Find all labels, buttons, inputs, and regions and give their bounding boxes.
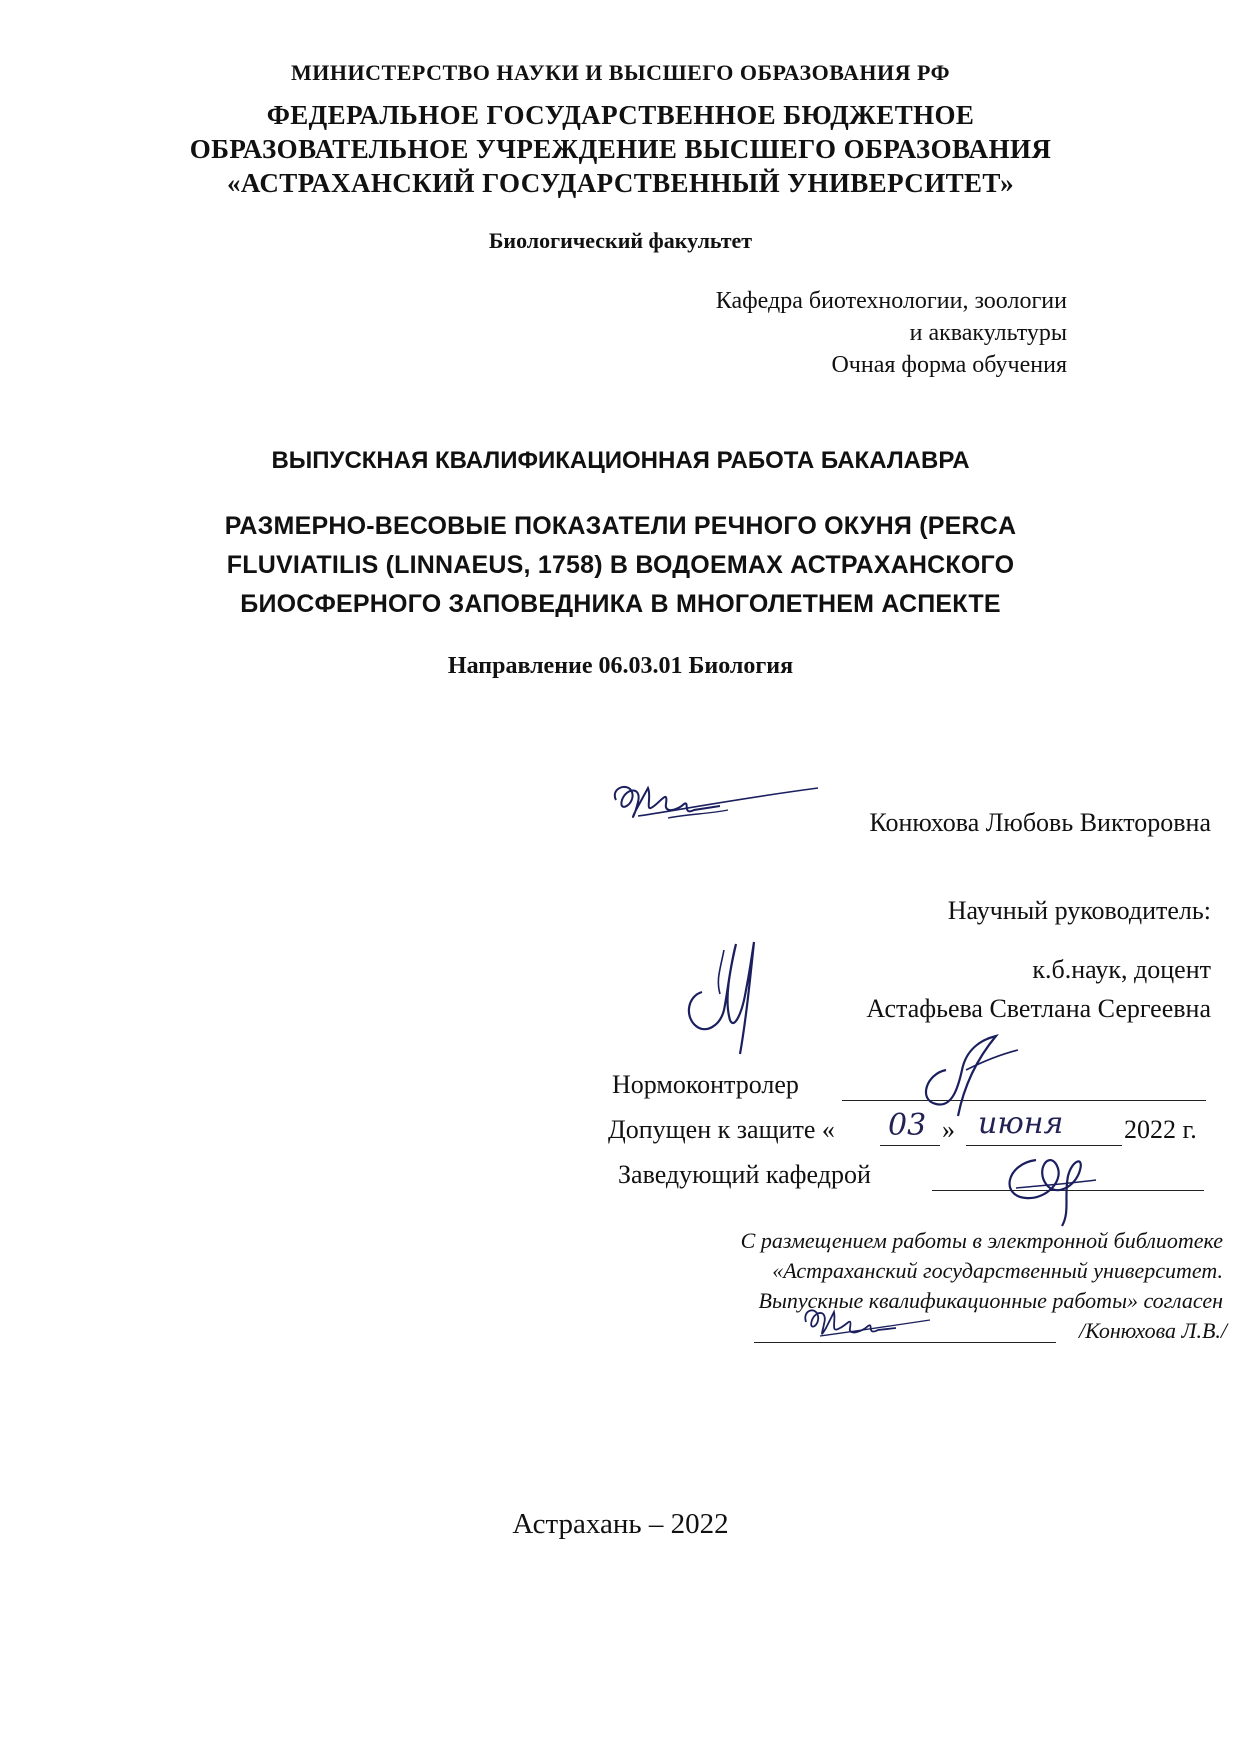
department-line-2: и аквакультуры <box>909 320 1067 346</box>
consent-line-1: С размещением работы в электронной библиотеке <box>740 1228 1223 1253</box>
university-line-1: ФЕДЕРАЛЬНОЕ ГОСУДАРСТВЕННОЕ БЮДЖЕТНОЕ <box>266 100 975 130</box>
supervisor-name: Астафьева Светлана Сергеевна <box>866 994 1211 1023</box>
university-line-2: ОБРАЗОВАТЕЛЬНОЕ УЧРЕЖДЕНИЕ ВЫСШЕГО ОБРАЗОВАНИЯ <box>189 134 1052 164</box>
department-line-1: Кафедра биотехнологии, зоологии <box>715 288 1067 314</box>
supervisor-label: Научный руководитель: <box>947 896 1211 925</box>
supervisor-degree: к.б.наук, доцент <box>1032 955 1211 984</box>
university-line-3: «АСТРАХАНСКИЙ ГОСУДАРСТВЕННЫЙ УНИВЕРСИТЕТ» <box>226 168 1015 198</box>
student-name: Конюхова Любовь Викторовна <box>869 808 1211 837</box>
city-year: Астрахань – 2022 <box>512 1508 729 1540</box>
work-type: ВЫПУСКНАЯ КВАЛИФИКАЦИОННАЯ РАБОТА БАКАЛАВРА <box>271 447 970 474</box>
faculty-name: Биологический факультет <box>488 228 753 253</box>
defense-label-mid: » <box>942 1115 955 1144</box>
consent-line-3: Выпускные квалификационные работы» согласен <box>758 1288 1223 1313</box>
defense-month-handwritten: июня <box>978 1106 1064 1141</box>
consent-name: /Конюхова Л.В./ <box>1079 1318 1227 1343</box>
normcontrol-label: Нормоконтролер <box>612 1070 799 1099</box>
student-signature-image <box>608 770 828 840</box>
ministry-name: МИНИСТЕРСТВО НАУКИ И ВЫСШЕГО ОБРАЗОВАНИЯ РФ <box>291 60 950 85</box>
study-direction: Направление 06.03.01 Биология <box>447 653 794 679</box>
thesis-title-line-3: БИОСФЕРНОГО ЗАПОВЕДНИКА В МНОГОЛЕТНЕМ АСПЕКТЕ <box>240 590 1001 618</box>
consent-line-2: «Астраханский государственный университет. <box>772 1258 1223 1283</box>
defense-day-handwritten: 03 <box>888 1108 927 1143</box>
defense-day-line <box>880 1145 940 1146</box>
defense-label-prefix: Допущен к защите « <box>608 1115 835 1144</box>
head-of-department-label: Заведующий кафедрой <box>618 1160 871 1189</box>
supervisor-signature-image <box>680 930 760 1060</box>
study-form: Очная форма обучения <box>831 352 1067 378</box>
thesis-title-line-2: FLUVIATILIS (LINNAEUS, 1758) В ВОДОЕМАХ АСТРАХАНСКОГО <box>226 551 1015 579</box>
head-signature-image <box>996 1140 1106 1230</box>
defense-year: 2022 г. <box>1124 1115 1197 1144</box>
thesis-title-line-1: РАЗМЕРНО-ВЕСОВЫЕ ПОКАЗАТЕЛИ РЕЧНОГО ОКУНЯ (PERCA <box>224 512 1017 540</box>
consent-signature-image <box>800 1298 940 1348</box>
